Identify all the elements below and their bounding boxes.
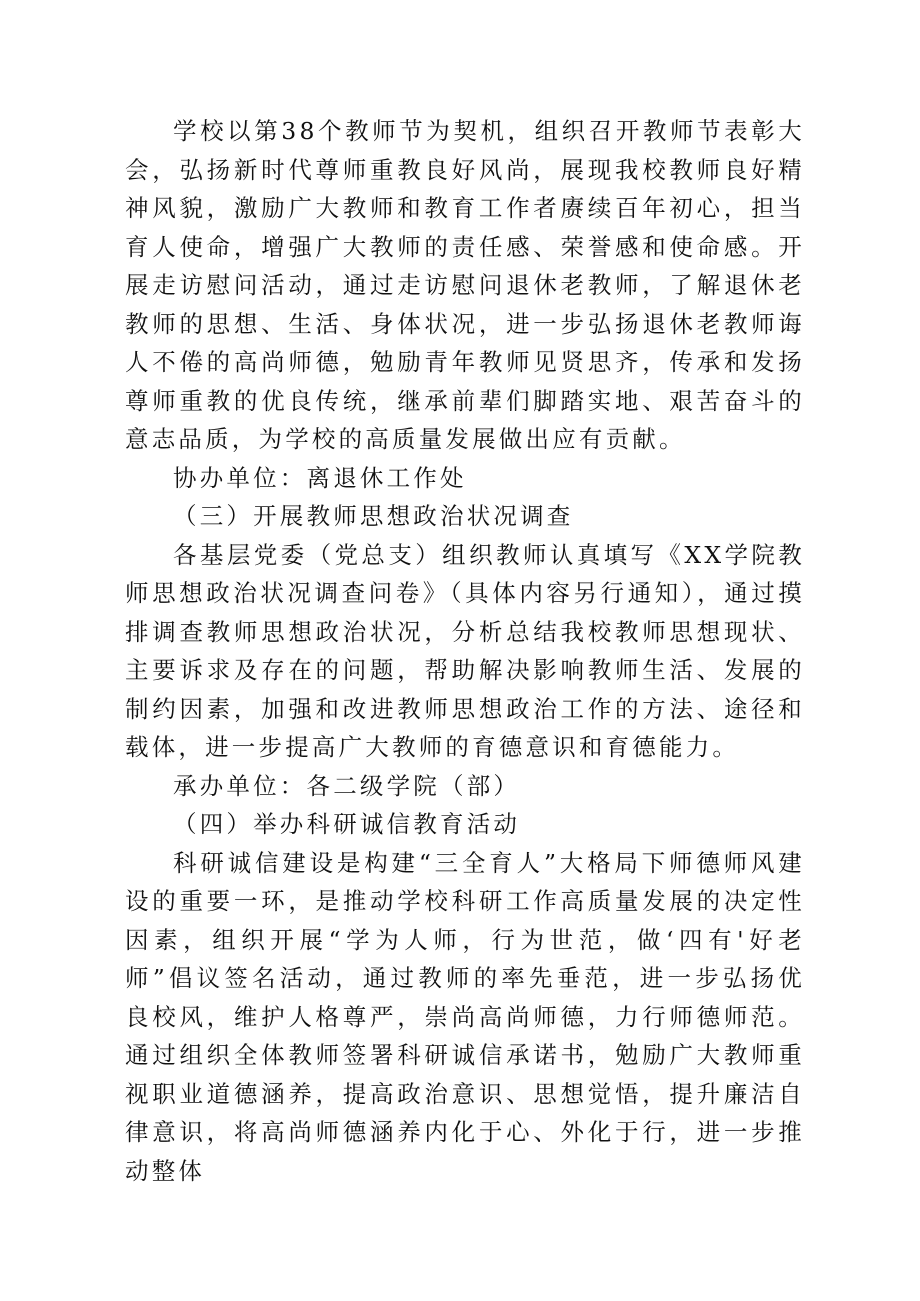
co-organizer-line: 协办单位：离退休工作处 bbox=[173, 463, 467, 492]
document-body bbox=[125, 112, 805, 1190]
section-heading-4: （四）举办科研诚信教育活动 bbox=[173, 810, 521, 838]
organizer-line: 承办单位：各二级学院（部） bbox=[173, 771, 521, 800]
section-heading-3: （三）开展教师思想政治状况调查 bbox=[173, 502, 574, 530]
paragraph-research-integrity: 科研诚信建设是构建“三全育人”大格局下师德师风建设的重要一环，是推动学校科研工作高质量发展的决定性因素，组织开展“学为人师，行为世范，做‘四有'好老师”倡议签名活动，通过教师的率先垂范，进一步弘扬优良校风，维护人格尊严，崇尚高尚师德，力行师德师范。通过组织全体教师签署科研诚信承诺书，勉励广大教师重视职业道德涵养，提高政治意识、思想觉悟，提升廉洁自律意识，将高尚师德涵养内化于心、外化于行，进一步推动整体 bbox=[125, 848, 805, 1185]
paragraph-survey: 各基层党委（党总支）组织教师认真填写《XX学院教师思想政治状况调查问卷》（具体内容另行通知），通过摸排调查教师思想政治状况，分析总结我校教师思想现状、主要诉求及存在的问题，帮助解决影响教师生活、发展的制约因素，加强和改进教师思想政治工作的方法、途径和载体，进一步提高广大教师的育德意识和育德能力。 bbox=[125, 540, 805, 761]
paragraph-teachers-day: 学校以第38个教师节为契机，组织召开教师节表彰大会，弘扬新时代尊师重教良好风尚，展现我校教师良好精神风貌，激励广大教师和教育工作者赓续百年初心，担当育人使命，增强广大教师的责任感、荣誉感和使命感。开展走访慰问活动，通过走访慰问退休老教师，了解退休老教师的思想、生活、身体状况，进一步弘扬退休老教师诲人不倦的高尚师德，勉励青年教师见贤思齐，传承和发扬尊师重教的优良传统，继承前辈们脚踏实地、艰苦奋斗的意志品质，为学校的高质量发展做出应有贡献。 bbox=[125, 117, 805, 453]
